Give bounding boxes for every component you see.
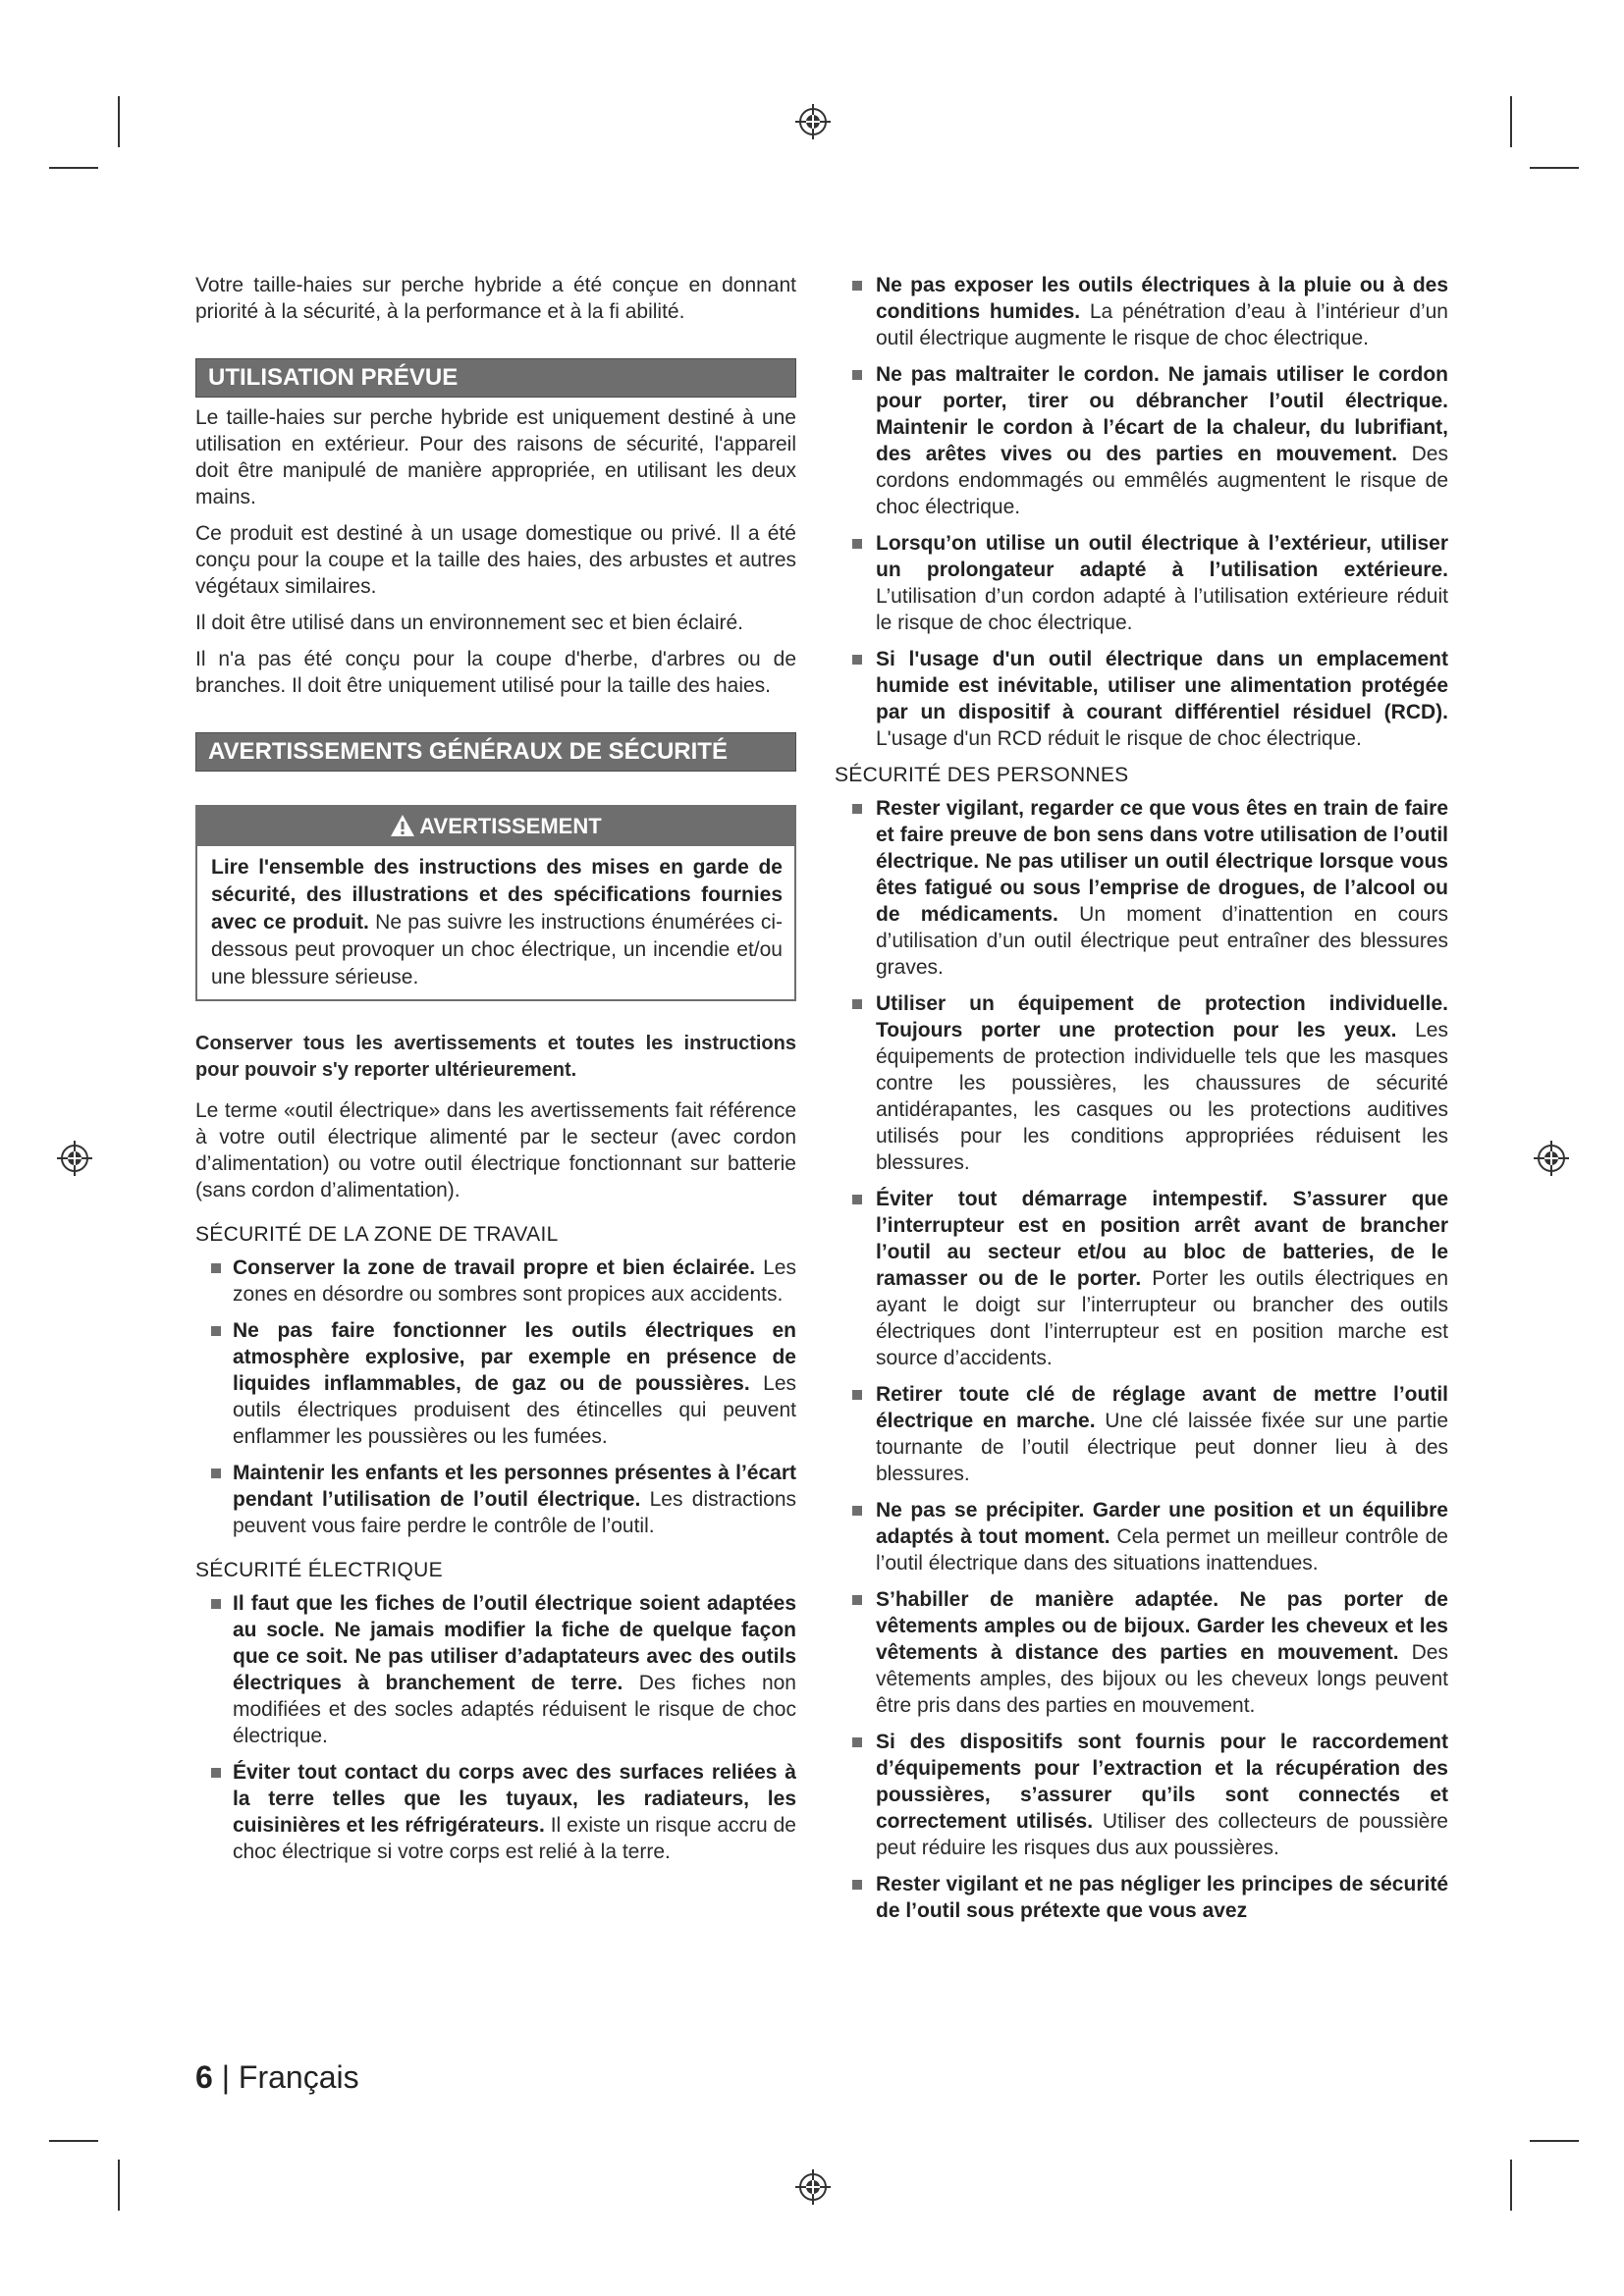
list-item-text: Une clé laissée fixée sur une partie tournante de l’outil électrique peut donner lieu à des blessures. xyxy=(876,1410,1448,1485)
crop-mark xyxy=(118,96,120,147)
warning-triangle-icon xyxy=(390,814,415,837)
list-item xyxy=(835,272,1448,351)
personal-safety-list xyxy=(835,795,1448,1924)
crop-mark xyxy=(49,167,98,169)
list-item xyxy=(195,1460,796,1539)
left-column xyxy=(195,272,796,1875)
list-item-text: L’utilisation d’un cordon adapté à l’utilisation extérieure réduit le risque de choc électrique. xyxy=(876,585,1448,634)
warning-header xyxy=(197,807,794,846)
list-item xyxy=(835,1586,1448,1719)
list-item xyxy=(195,1255,796,1308)
bullet-icon xyxy=(852,1880,862,1890)
bullet-icon xyxy=(852,1506,862,1516)
bullet-icon xyxy=(852,804,862,814)
bullet-icon xyxy=(852,1390,862,1400)
electrical-list-continued xyxy=(835,272,1448,752)
right-column xyxy=(835,272,1448,1934)
warning-text: Ne pas suivre les instructions énumérées ci-dessous peut provoquer un choc électrique, un incendie et/ou une blessure sérieuse. xyxy=(211,911,783,988)
bullet-icon xyxy=(852,370,862,380)
bullet-icon xyxy=(211,1599,221,1609)
footer-language: Français xyxy=(238,2059,359,2095)
list-item xyxy=(835,990,1448,1176)
registration-mark-icon xyxy=(55,1139,94,1178)
list-item-text: L'usage d'un RCD réduit le risque de choc électrique. xyxy=(876,727,1362,750)
list-item-text: Utiliser des collecteurs de poussière peut réduire les risques dus aux poussières. xyxy=(876,1810,1448,1859)
term-definition-text: Le terme «outil électrique» dans les avertissements fait référence à votre outil électrique alimenté par le secteur (avec cordon d’alimentation) ou votre outil électrique fonctionnant sur batterie (sans cordon d’alimentation). xyxy=(195,1099,796,1201)
electrical-list xyxy=(195,1590,796,1865)
list-item-bold: Éviter tout contact du corps avec des surfaces reliées à la terre telles que les tuyaux, les radiateurs, les cuisinières et les réfrigérateurs. xyxy=(233,1761,796,1837)
list-item-bold: Ne pas maltraiter le cordon. Ne jamais utiliser le cordon pour porter, tirer ou débrancher l’outil électrique. Maintenir le cordon à l’écart de la chaleur, du lubrifiant, des arêtes vives ou des parties en mouvement. xyxy=(876,363,1448,465)
list-item-bold: Rester vigilant, regarder ce que vous êtes en train de faire et faire preuve de bon sens dans votre utilisation de l’outil électrique. Ne pas utiliser un outil électrique lorsque vous êtes fatigué ou sous l’emprise de drogues, de l’alcool ou de médicaments. xyxy=(876,797,1448,926)
crop-mark xyxy=(1530,2140,1579,2142)
list-item xyxy=(835,530,1448,636)
crop-mark xyxy=(1510,96,1512,147)
crop-mark xyxy=(1530,167,1579,169)
list-item-bold: Si des dispositifs sont fournis pour le raccordement d’équipements pour l’extraction et la récupération des poussières, s’assurer qu’ils sont connectés et correctement utilisés. xyxy=(876,1731,1448,1833)
bullet-icon xyxy=(852,655,862,665)
bullet-icon xyxy=(211,1768,221,1778)
list-item-bold: Si l'usage d'un outil électrique dans un emplacement humide est inévitable, utiliser une alimentation protégée par un dispositif à courant différentiel résiduel (RCD). xyxy=(876,648,1448,723)
list-item-bold: Éviter tout démarrage intempestif. S’assurer que l’interrupteur est en position arrêt avant de brancher l’outil au secteur et/ou au bloc de batteries, de le ramasser ou de le porter. xyxy=(876,1188,1448,1290)
bullet-icon xyxy=(852,1595,862,1605)
bullet-icon xyxy=(211,1326,221,1336)
list-item xyxy=(835,1186,1448,1371)
warning-bold-text: Lire l'ensemble des instructions des mises en garde de sécurité, des illustrations et des spécifications fournies avec ce produit. xyxy=(211,856,783,934)
subheading-electrical: SÉCURITÉ ÉLECTRIQUE xyxy=(195,1559,443,1581)
intro-paragraph: Votre taille-haies sur perche hybride a été conçue en donnant priorité à la sécurité, à la performance et à la fi abilité. xyxy=(195,274,796,323)
paragraph: Le taille-haies sur perche hybride est uniquement destiné à une utilisation en extérieur. Pour des raisons de sécurité, l'appareil doit être manipulé de manière appropriée, en utilisant les deux mains. xyxy=(195,406,796,508)
list-item-text: Un moment d’inattention en cours d’utilisation d’un outil électrique peut entraîner des blessures graves. xyxy=(876,903,1448,979)
paragraph: Il doit être utilisé dans un environnement sec et bien éclairé. xyxy=(195,612,743,634)
list-item-bold: Retirer toute clé de réglage avant de mettre l’outil électrique en marche. xyxy=(876,1383,1448,1432)
bullet-icon xyxy=(211,1468,221,1478)
bullet-icon xyxy=(211,1263,221,1273)
list-item xyxy=(835,1381,1448,1487)
list-item-text: Les zones en désordre ou sombres sont propices aux accidents. xyxy=(233,1256,796,1306)
list-item-text: Des cordons endommagés ou emmêlés augmentent le risque de choc électrique. xyxy=(876,443,1448,518)
registration-mark-icon xyxy=(1532,1139,1571,1178)
list-item-text: Les outils électriques produisent des étincelles qui peuvent enflammer les poussières ou les fumées. xyxy=(233,1372,796,1448)
work-area-list xyxy=(195,1255,796,1539)
list-item-bold: Rester vigilant et ne pas négliger les principes de sécurité de l’outil sous prétexte que vous avez xyxy=(876,1873,1448,1922)
section-title-intended-use: UTILISATION PRÉVUE xyxy=(195,358,796,398)
bullet-icon xyxy=(852,281,862,291)
list-item xyxy=(195,1317,796,1450)
list-item-bold: Maintenir les enfants et les personnes présentes à l’écart pendant l’utilisation de l’outil électrique. xyxy=(233,1462,796,1511)
paragraph: Il n'a pas été conçu pour la coupe d'herbe, d'arbres ou de branches. Il doit être uniquement utilisé pour la taille des haies. xyxy=(195,648,796,697)
list-item xyxy=(835,361,1448,520)
warning-label: AVERTISSEMENT xyxy=(419,814,602,838)
crop-mark xyxy=(1510,2160,1512,2211)
list-item-bold: Ne pas se précipiter. Garder une position et un équilibre adaptés à tout moment. xyxy=(876,1499,1448,1548)
list-item-text: Des fiches non modifiées et des socles adaptés réduisent le risque de choc électrique. xyxy=(233,1672,796,1747)
bullet-icon xyxy=(852,999,862,1009)
list-item xyxy=(835,795,1448,981)
bullet-icon xyxy=(852,539,862,549)
subheading-work-area: SÉCURITÉ DE LA ZONE DE TRAVAIL xyxy=(195,1223,559,1246)
list-item-text: La pénétration d’eau à l’intérieur d’un outil électrique augmente le risque de choc électrique. xyxy=(876,300,1448,349)
warning-body xyxy=(197,846,794,999)
list-item-text: Porter les outils électriques en ayant le doigt sur l’interrupteur ou brancher des outils électriques dont l’interrupteur est en position marche est source d’accidents. xyxy=(876,1267,1449,1369)
page-footer xyxy=(195,2059,359,2096)
list-item-text: Cela permet un meilleur contrôle de l’outil électrique dans des situations inattendues. xyxy=(876,1525,1448,1575)
list-item xyxy=(835,1729,1448,1861)
warning-box xyxy=(195,805,796,1001)
list-item xyxy=(835,1871,1448,1924)
subheading-personal: SÉCURITÉ DES PERSONNES xyxy=(835,764,1129,786)
list-item xyxy=(195,1759,796,1865)
section-title-safety: AVERTISSEMENTS GÉNÉRAUX DE SÉCURITÉ xyxy=(195,732,796,772)
bullet-icon xyxy=(852,1195,862,1204)
paragraph: Ce produit est destiné à un usage domestique ou privé. Il a été conçu pour la coupe et la taille des haies, des arbustes et autres végétaux similaires. xyxy=(195,522,796,598)
registration-mark-icon xyxy=(793,102,833,141)
list-item-bold: Conserver la zone de travail propre et bien éclairée. xyxy=(233,1256,756,1279)
list-item-text: Les équipements de protection individuelle tels que les masques contre les poussières, les chaussures de sécurité antidérapantes, les casques ou les protections auditives utilisés pour les conditions appropriées réduisent les blessures. xyxy=(876,1019,1448,1174)
footer-separator: | xyxy=(212,2059,239,2095)
list-item-text: Il existe un risque accru de choc électrique si votre corps est relié à la terre. xyxy=(233,1814,796,1863)
list-item xyxy=(195,1590,796,1749)
list-item xyxy=(835,1497,1448,1576)
list-item-bold: S’habiller de manière adaptée. Ne pas porter de vêtements amples ou de bijoux. Garder les cheveux et les vêtements à distance des parties en mouvement. xyxy=(876,1588,1448,1664)
page-number: 6 xyxy=(195,2059,213,2095)
list-item-bold: Ne pas exposer les outils électriques à la pluie ou à des conditions humides. xyxy=(876,274,1448,323)
list-item-bold: Utiliser un équipement de protection individuelle. Toujours porter une protection pour les yeux. xyxy=(876,992,1448,1041)
crop-mark xyxy=(118,2160,120,2211)
bullet-icon xyxy=(852,1737,862,1747)
list-item-bold: Il faut que les fiches de l’outil électrique soient adaptées au socle. Ne jamais modifier la fiche de quelque façon que ce soit. Ne pas utiliser d’adaptateurs avec des outils électriques à branchement de terre. xyxy=(233,1592,796,1694)
crop-mark xyxy=(49,2140,98,2142)
keep-instructions-text: Conserver tous les avertissements et toutes les instructions pour pouvoir s'y reporter ultérieurement. xyxy=(195,1033,796,1081)
registration-mark-icon xyxy=(793,2167,833,2207)
list-item-bold: Lorsqu’on utilise un outil électrique à l’extérieur, utiliser un prolongateur adapté à l’utilisation extérieure. xyxy=(876,532,1448,581)
list-item-text: Des vêtements amples, des bijoux ou les cheveux longs peuvent être pris dans des parties en mouvement. xyxy=(876,1641,1448,1717)
list-item-bold: Ne pas faire fonctionner les outils électriques en atmosphère explosive, par exemple en présence de liquides inflammables, de gaz ou de poussières. xyxy=(233,1319,796,1395)
list-item-text: Les distractions peuvent vous faire perdre le contrôle de l’outil. xyxy=(233,1488,796,1537)
list-item xyxy=(835,646,1448,752)
